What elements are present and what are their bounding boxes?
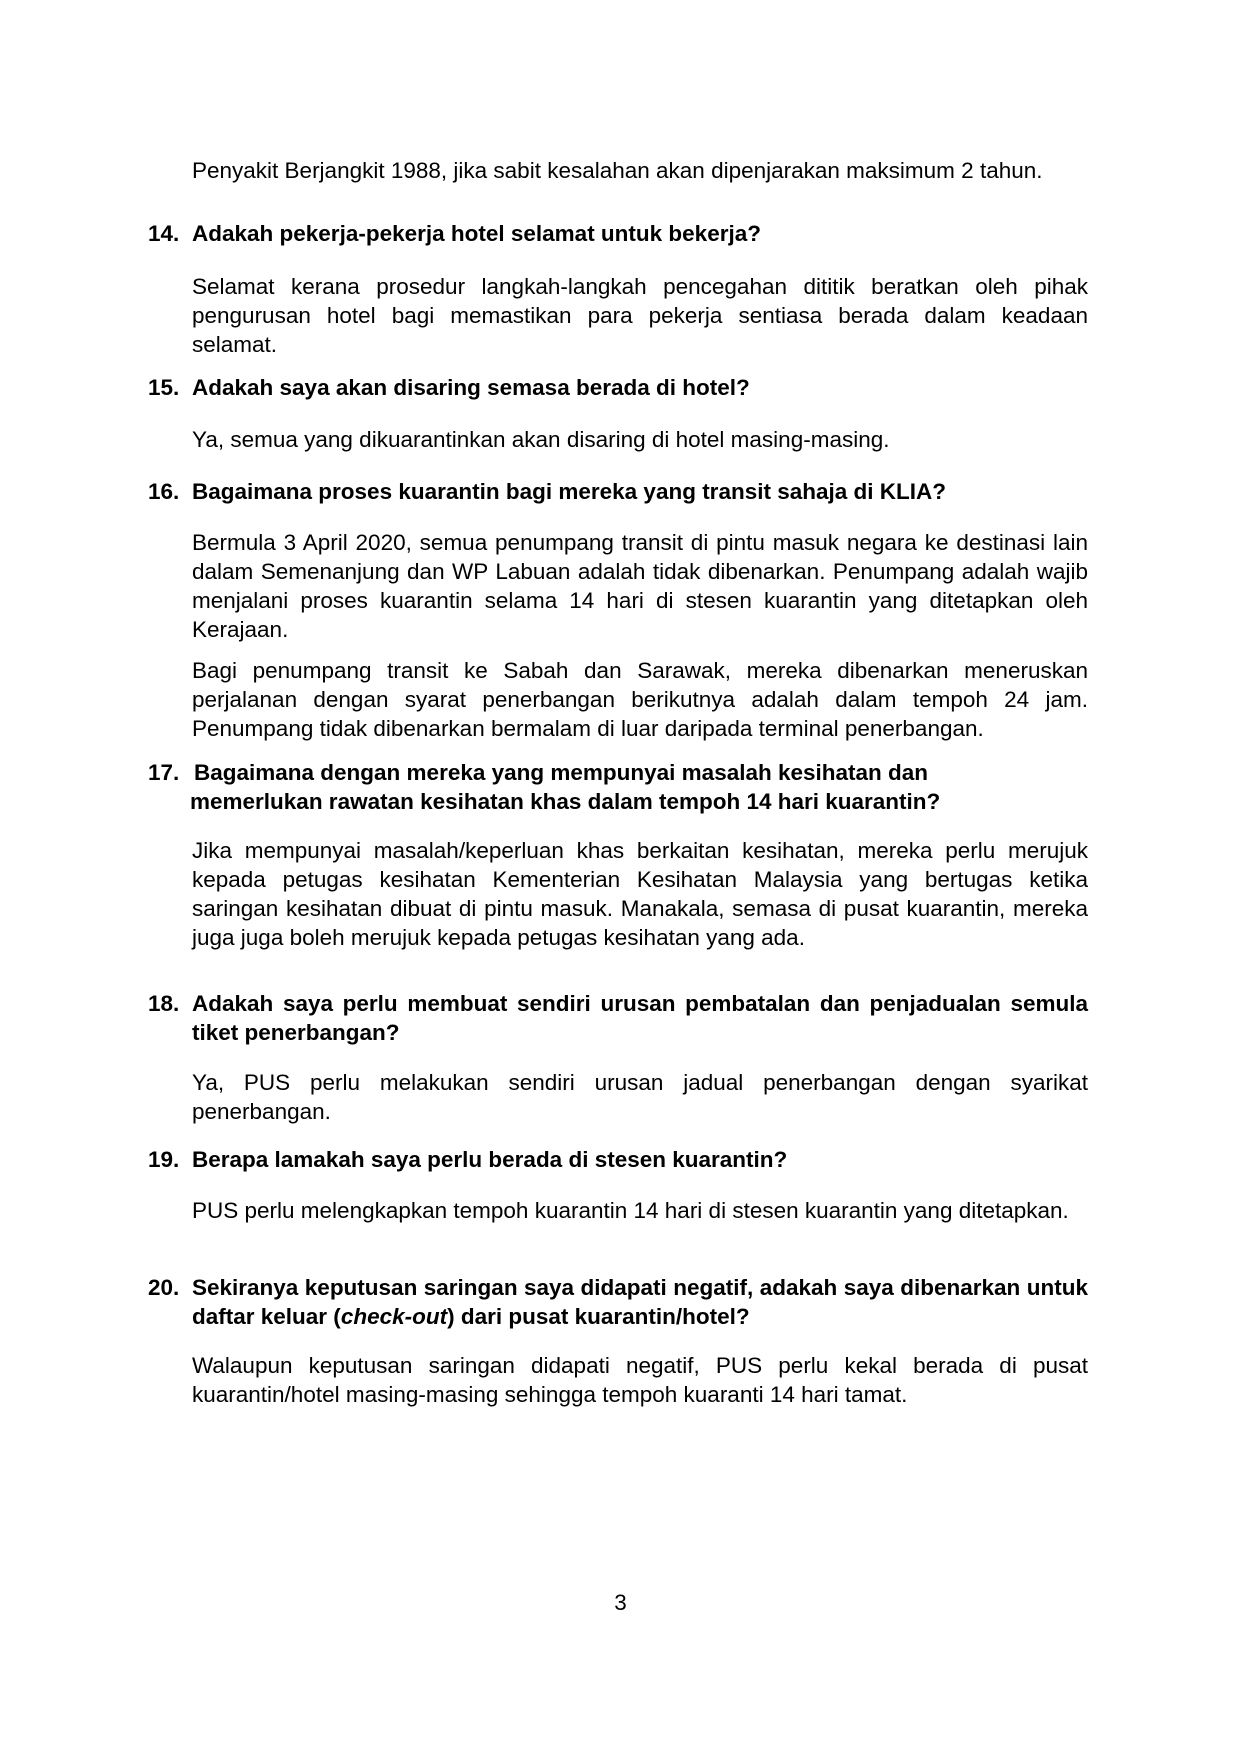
question-number: 17. <box>148 760 180 785</box>
question-number: 18. <box>148 991 180 1016</box>
question-line-1: Bagaimana dengan mereka yang mempunyai masalah kesihatan dan <box>194 760 929 785</box>
question-number: 20. <box>148 1275 180 1300</box>
question-text: Adakah saya akan disaring semasa berada di hotel? <box>192 375 750 400</box>
question-text: Bagaimana proses kuarantin bagi mereka yang transit sahaja di KLIA? <box>192 479 946 504</box>
question-15 <box>148 373 1088 402</box>
answer-18: Ya, PUS perlu melakukan sendiri urusan jadual penerbangan dengan syarikat penerbangan. <box>192 1070 1088 1124</box>
answer-16-paragraph-2: Bagi penumpang transit ke Sabah dan Sarawak, mereka dibenarkan meneruskan perjalanan dengan syarat penerbangan berikutnya adalah dalam tempoh 24 jam. Penumpang tidak dibenarkan bermalam di luar daripada terminal penerbangan. <box>192 658 1088 741</box>
page-number: 3 <box>614 1590 627 1615</box>
answer-14: Selamat kerana prosedur langkah-langkah pencegahan dititik beratkan oleh pihak pengurusan hotel bagi memastikan para pekerja sentiasa berada dalam keadaan selamat. <box>192 274 1088 357</box>
question-text-after: ) dari pusat kuarantin/hotel? <box>447 1304 750 1329</box>
intro-paragraph: Penyakit Berjangkit 1988, jika sabit kesalahan akan dipenjarakan maksimum 2 tahun. <box>192 158 1043 183</box>
question-text: Berapa lamakah saya perlu berada di stesen kuarantin? <box>192 1147 788 1172</box>
question-17 <box>148 758 1088 816</box>
question-19 <box>148 1145 1088 1174</box>
question-text-before: Sekiranya keputusan saringan saya didapati negatif, adakah saya dibenarkan untuk daftar keluar ( <box>192 1275 1088 1329</box>
question-18 <box>148 989 1088 1047</box>
question-text: Adakah pekerja-pekerja hotel selamat untuk bekerja? <box>192 221 761 246</box>
answer-20: Walaupun keputusan saringan didapati negatif, PUS perlu kekal berada di pusat kuarantin/hotel masing-masing sehingga tempoh kuaranti 14 hari tamat. <box>192 1353 1088 1407</box>
question-14 <box>148 219 1088 248</box>
answer-16-paragraph-1: Bermula 3 April 2020, semua penumpang transit di pintu masuk negara ke destinasi lain dalam Semenanjung dan WP Labuan adalah tidak dibenarkan. Penumpang adalah wajib menjalani proses kuarantin selama 14 hari di stesen kuarantin yang ditetapkan oleh Kerajaan. <box>192 530 1088 642</box>
question-number: 19. <box>148 1147 180 1172</box>
answer-19: PUS perlu melengkapkan tempoh kuarantin 14 hari di stesen kuarantin yang ditetapkan. <box>192 1198 1069 1223</box>
question-text <box>190 758 1088 816</box>
question-text: Adakah saya perlu membuat sendiri urusan pembatalan dan penjadualan semula tiket penerbangan? <box>192 991 1088 1045</box>
question-16 <box>148 477 1088 506</box>
question-number: 15. <box>148 375 180 400</box>
answer-17: Jika mempunyai masalah/keperluan khas berkaitan kesihatan, mereka perlu merujuk kepada petugas kesihatan Kementerian Kesihatan Malaysia yang bertugas ketika saringan kesihatan dibuat di pintu masuk. Manakala, semasa di pusat kuarantin, mereka juga juga boleh merujuk kepada petugas kesihatan yang ada. <box>192 838 1088 950</box>
question-number: 14. <box>148 221 180 246</box>
question-text-italic: check-out <box>340 1304 448 1329</box>
answer-15: Ya, semua yang dikuarantinkan akan disaring di hotel masing-masing. <box>192 427 890 452</box>
question-20 <box>148 1273 1088 1331</box>
question-number: 16. <box>148 479 180 504</box>
question-text <box>192 1273 1088 1331</box>
question-line-2: memerlukan rawatan kesihatan khas dalam tempoh 14 hari kuarantin? <box>190 789 941 814</box>
